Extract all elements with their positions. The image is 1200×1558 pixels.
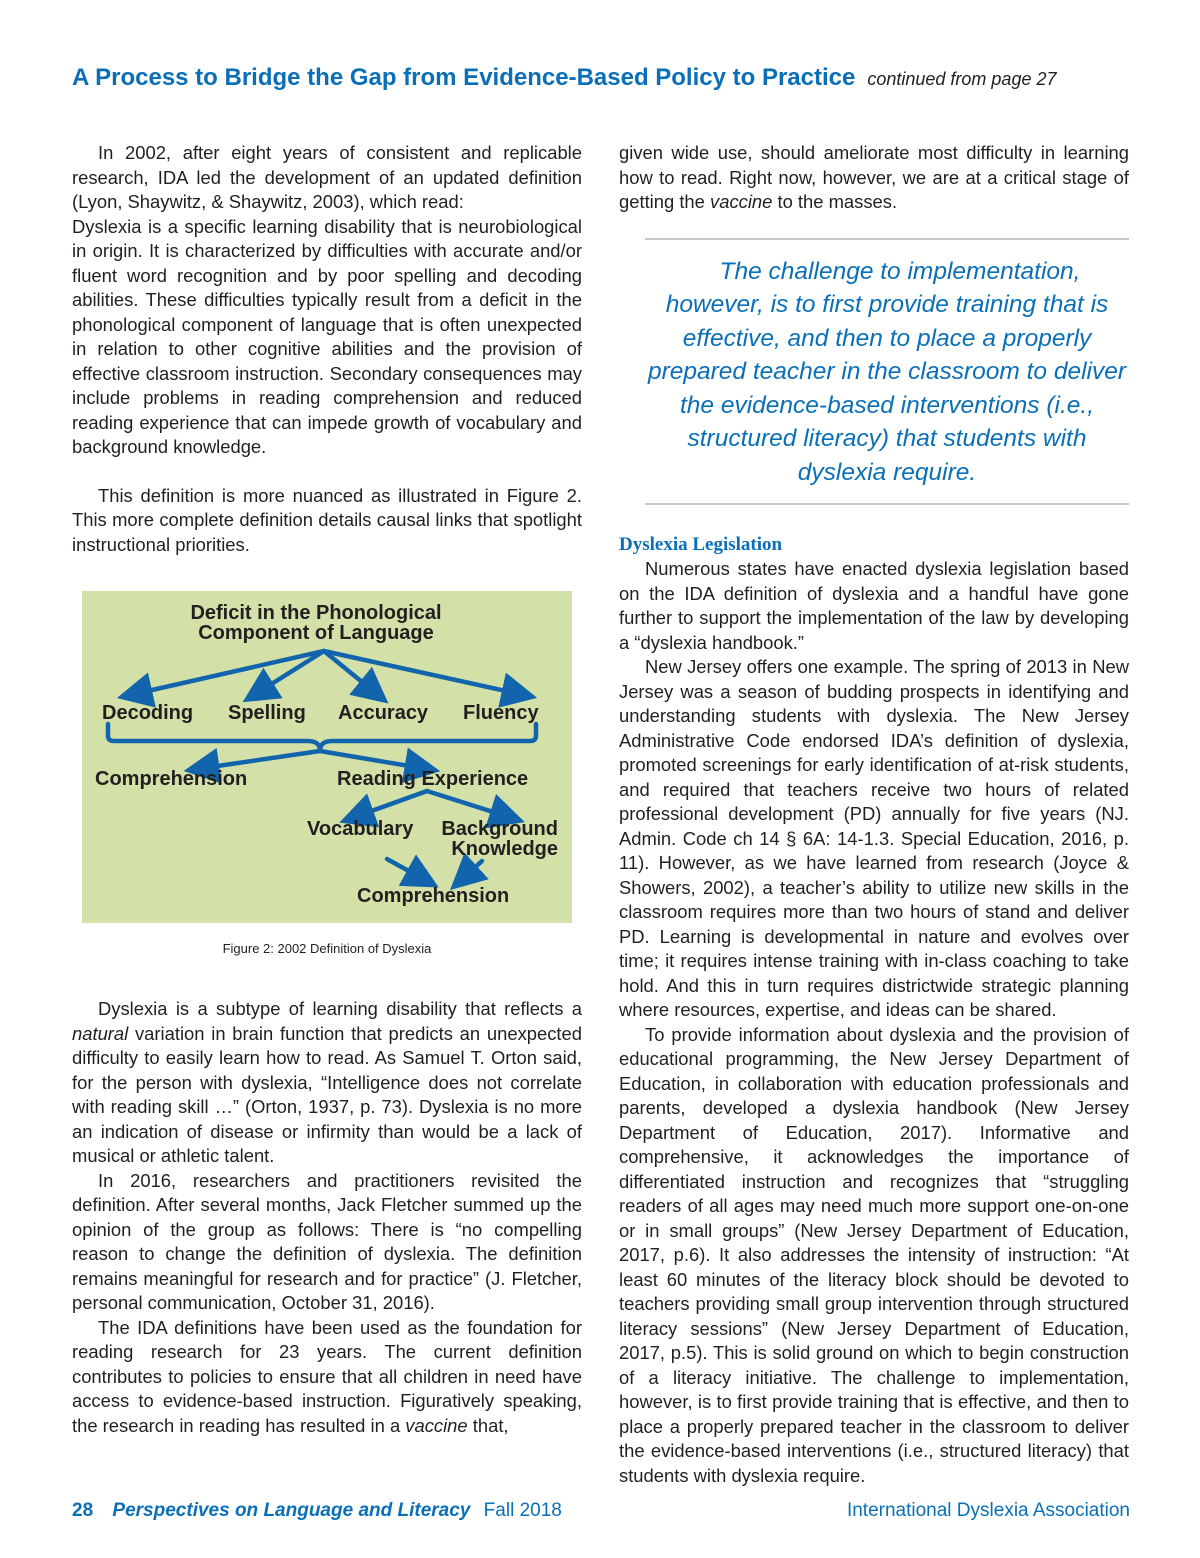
figure-2-diagram (82, 591, 572, 923)
label-spelling: Spelling (228, 702, 306, 724)
arrow-to-background (427, 791, 512, 818)
page-number: 28 (72, 1500, 94, 1521)
arrow-to-reading-experience (320, 751, 427, 769)
paragraph: New Jersey offers one example. The spring of 2013 in New Jersey was a season of budding prospects in identifying and understanding students with dyslexia. The New Jersey Administrative Code endorsed IDA’s definition of dyslexia, promoted screenings for early identification of at-risk students, and required that teachers receive two hours of related professional development (PD) annually for five years (NJ. Admin. Code ch 14 § 6A: 14-1.3. Special Education, 2016, p. 11). However, as we have learned from research (Joyce & Showers, 2002), a teacher’s ability to utilize new skills in the classroom requires more than two hours of stand and deliver PD. Learning is developmental in nature and evolves over time; it requires intense training with in-class coaching to take hold. And this in turn requires districtwide strategic planning where resources, expertise, and ideas can be shared. (619, 656, 1129, 1020)
arrow-background-to-comprehension (460, 861, 482, 881)
label-comprehension-outcome: Comprehension (357, 885, 510, 907)
label-reading-experience: Reading Experience (337, 768, 529, 790)
label-deficit: Deficit in the Phonological Component of Language (190, 602, 442, 644)
label-accuracy: Accuracy (338, 702, 429, 724)
paragraph: This definition is more nuanced as illustrated in Figure 2. This more complete definition details causal links that spotlight instructional priorities. (72, 484, 582, 555)
page-header (72, 64, 1132, 92)
arrow-to-decoding (130, 651, 324, 695)
paragraph: In 2002, after eight years of consistent and replicable research, IDA led the development of an updated definition (Lyon, Shaywitz, & Shaywitz, 2003), which read: (72, 142, 582, 212)
paragraph: To provide information about dyslexia and the provision of educational programming, the New Jersey Department of Education, in collaboration with education professionals and parents, developed a dyslexia handbook (New Jersey Department of Education, 2017). Informative and comprehensive, it acknowledges the importance of differentiated instruction and recognizes that “struggling readers of all ages may need much more support one-on-one or in small groups” (New Jersey Department of Education, 2017, p.6). It also addresses the intensity of instruction: “At least 60 minutes of the literacy block should be devoted to teachers providing small group intervention through structured literacy sessions” (New Jersey Department of Education, 2017, p.5). This is solid ground on which to begin construction of a literacy initiative. The challenge to implementation, however, is to first provide training that is effective, and then to place a properly prepared teacher in the classroom to deliver the evidence-based interventions (i.e., structured literacy) that students with dyslexia require. (619, 1023, 1129, 1486)
arrow-to-comprehension (197, 751, 320, 769)
article-title: A Process to Bridge the Gap from Evidence-Based Policy to Practice (72, 64, 856, 91)
section-heading: Dyslexia Legislation (619, 534, 783, 555)
paragraph: In 2016, researchers and practitioners revisited the definition. After several months, Jack Fletcher summed up the opinion of the group as follows: There is “no compelling reason to change the definition of dyslexia. The definition remains meaningful for research and for practice” (J. Fletcher, personal communication, October 31, 2016). (72, 1169, 582, 1313)
pull-quote-box (645, 238, 1129, 506)
paragraph: given wide use, should ameliorate most difficulty in learning how to read. Right now, however, we are at a critical stage of getting the vaccine to the masses. (619, 142, 1129, 212)
organization-name: International Dyslexia Association (846, 1500, 1130, 1521)
arrow-vocab-to-comprehension (387, 859, 427, 881)
paragraph: The IDA definitions have been used as the foundation for reading research for 23 years. The current definition contributes to policies to ensure that all children in need have access to evidence-based instruction. Figuratively speaking, the research in reading has resulted in a vaccine that, (72, 1316, 582, 1436)
label-fluency: Fluency (463, 702, 539, 724)
label-background-knowledge: Background Knowledge (441, 818, 558, 860)
issue-date: Fall 2018 (483, 1500, 562, 1521)
pull-quote: The challenge to implementation, however, is to first provide training that is effective, and then to place a properly prepared teacher in the classroom to deliver the evidence-based interventions (i.e., structured literacy) that students with dyslexia require. (647, 257, 1126, 486)
paragraph: Dyslexia is a subtype of learning disability that reflects a natural variation in brain function that predicts an unexpected difficulty to easily learn how to read. As Samuel T. Orton said, for the person with dyslexia, “Intelligence does not correlate with reading skill …” (Orton, 1937, p. 73). Dyslexia is no more an indication of disease or infirmity than would be a lack of musical or athletic talent. (72, 998, 582, 1166)
arrow-to-vocabulary (352, 791, 427, 818)
left-column (72, 141, 582, 1438)
paragraph: Numerous states have enacted dyslexia legislation based on the IDA definition of dyslexia and a handful have gone further to support the implementation of the law by developing a “dyslexia handbook.” (619, 558, 1129, 653)
right-column (619, 141, 1129, 1488)
definition-quote: Dyslexia is a specific learning disability that is neurobiological in origin. It is characterized by difficulties with accurate and/or fluent word recognition and by poor spelling and decoding abilities. These difficulties typically result from a deficit in the phonological component of language that is often unexpected in relation to other cognitive abilities and the provision of effective classroom instruction. Secondary consequences may include problems in reading comprehension and reduced reading experience that can impede growth of vocabulary and background knowledge. (72, 215, 582, 457)
journal-name: Perspectives on Language and Literacy (112, 1500, 471, 1521)
label-vocabulary: Vocabulary (307, 818, 414, 840)
figure-caption: Figure 2: 2002 Definition of Dyslexia (222, 941, 432, 956)
page-footer (72, 1500, 1130, 1526)
continued-note: continued from page 27 (867, 69, 1057, 89)
label-decoding: Decoding (102, 702, 194, 724)
label-comprehension: Comprehension (95, 768, 248, 790)
grouping-brace (108, 724, 536, 751)
